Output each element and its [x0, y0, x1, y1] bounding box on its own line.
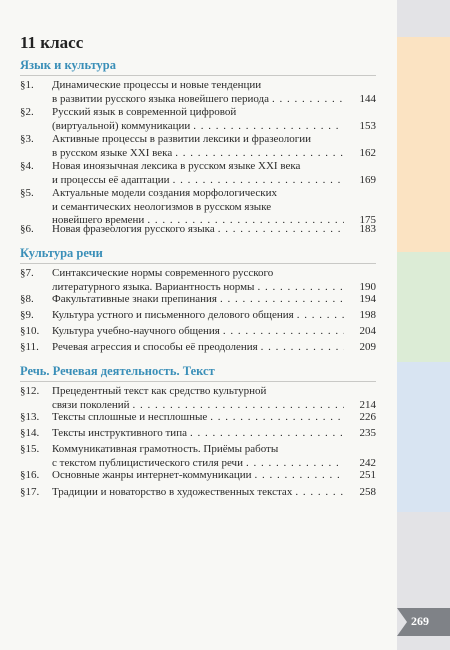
page-number-badge: [397, 608, 450, 636]
entry-line: Тексты инструктивного типа: [52, 427, 187, 439]
section-number: §7.: [20, 267, 34, 279]
page-ref: 162: [359, 146, 376, 159]
page-ref: 226: [359, 411, 376, 423]
entry-line: Основные жанры интернет-коммуникации: [52, 469, 252, 481]
page-ref: 194: [359, 293, 376, 305]
section-number: §8.: [20, 293, 34, 305]
entry-line: Динамические процессы и новые тенденции: [52, 79, 262, 91]
leader-dots: [217, 293, 344, 307]
leader-dots: [215, 223, 344, 237]
entry-line: (виртуальной) коммуникации: [52, 119, 191, 132]
entry-line: Новая фразеология русского языка: [52, 223, 215, 235]
entry-line: Факультативные знаки препинания: [52, 293, 217, 305]
leader-dots: [252, 469, 344, 483]
page-number: 269: [411, 614, 429, 628]
section-number: §6.: [20, 223, 34, 235]
entry-line: в русском языке XXI века: [52, 146, 173, 159]
page-ref: 169: [359, 173, 376, 186]
entry-line: и процессы её адаптации: [52, 173, 170, 186]
page-ref: 235: [359, 427, 376, 439]
page-ref: 144: [359, 92, 376, 105]
entry-line: Русский язык в современной цифровой: [52, 106, 237, 118]
section-number: §11.: [20, 341, 39, 353]
entry-line: литературного языка. Вариантность нормы: [52, 280, 255, 293]
page-ref: 209: [359, 341, 376, 353]
section-divider: [20, 75, 376, 76]
entry-line: в развитии русского языка новейшего периода: [52, 92, 270, 105]
page-ref: 214: [359, 398, 376, 411]
entry-line: связи поколений: [52, 398, 130, 411]
section-number: §17.: [20, 486, 40, 498]
section-number: §9.: [20, 309, 34, 321]
entry-line: Новая иноязычная лексика в русском языке XXI века: [52, 160, 301, 172]
leader-dots: [187, 427, 344, 441]
section-title: Культура речи: [20, 246, 103, 260]
entry-line: Культура учебно-научного общения: [52, 325, 220, 337]
entry-line: Речевая агрессия и способы её преодоления: [52, 341, 258, 353]
leader-dots: [207, 411, 344, 425]
leader-dots: [220, 325, 344, 339]
section-number: §1.: [20, 79, 34, 91]
leader-dots: [269, 93, 344, 107]
orange-color-tab: [397, 37, 450, 252]
page-ref: 242: [359, 456, 376, 469]
section-number: §15.: [20, 443, 40, 455]
page-ref: 198: [359, 309, 376, 321]
leader-dots: [254, 281, 344, 295]
page-ref: 175: [359, 214, 376, 226]
entry-line: и семантических неологизмов в русском языке: [52, 200, 272, 213]
entry-line: Синтаксические нормы современного русского: [52, 267, 274, 279]
leader-dots: [294, 309, 344, 323]
section-number: §14.: [20, 427, 40, 439]
entry-line: новейшего времени: [52, 214, 145, 226]
page-ref: 258: [359, 486, 376, 498]
entry-line: Традиции и новаторство в художественных текстах: [52, 486, 293, 498]
section-number: §3.: [20, 133, 34, 145]
page-ref: 153: [359, 119, 376, 132]
blue-color-tab: [397, 362, 450, 512]
leader-dots: [170, 174, 344, 188]
page-ref: 183: [359, 223, 376, 235]
leader-dots: [243, 457, 344, 471]
page-ref: 190: [359, 280, 376, 293]
page-ref: 204: [359, 325, 376, 337]
section-number: §10.: [20, 325, 40, 337]
leader-dots: [292, 486, 344, 500]
section-number: §4.: [20, 160, 34, 172]
entry-line: Актуальные модели создания морфологических: [52, 187, 278, 199]
entry-line: Прецедентный текст как средство культурной: [52, 385, 267, 397]
section-title: Речь. Речевая деятельность. Текст: [20, 364, 215, 378]
entry-line: Тексты сплошные и несплошные: [52, 411, 208, 423]
section-title: Язык и культура: [20, 58, 117, 72]
section-number: §5.: [20, 187, 34, 199]
page-ref: 251: [359, 469, 376, 481]
leader-dots: [130, 399, 344, 413]
grade-title: 11 класс: [20, 33, 84, 52]
section-number: §12.: [20, 385, 40, 397]
section-divider: [20, 381, 376, 382]
section-number: §2.: [20, 106, 34, 118]
section-number: §16.: [20, 469, 40, 481]
entry-line: с текстом публицистического стиля речи: [52, 456, 243, 469]
leader-dots: [172, 147, 344, 161]
entry-line: Активные процессы в развитии лексики и фразеологии: [52, 133, 312, 145]
leader-dots: [258, 341, 344, 355]
entry-line: Коммуникативная грамотность. Приёмы работы: [52, 443, 279, 455]
leader-dots: [190, 120, 344, 134]
entry-line: Культура устного и письменного делового общения: [52, 309, 294, 321]
section-number: §13.: [20, 411, 40, 423]
section-divider: [20, 263, 376, 264]
green-color-tab: [397, 252, 450, 362]
